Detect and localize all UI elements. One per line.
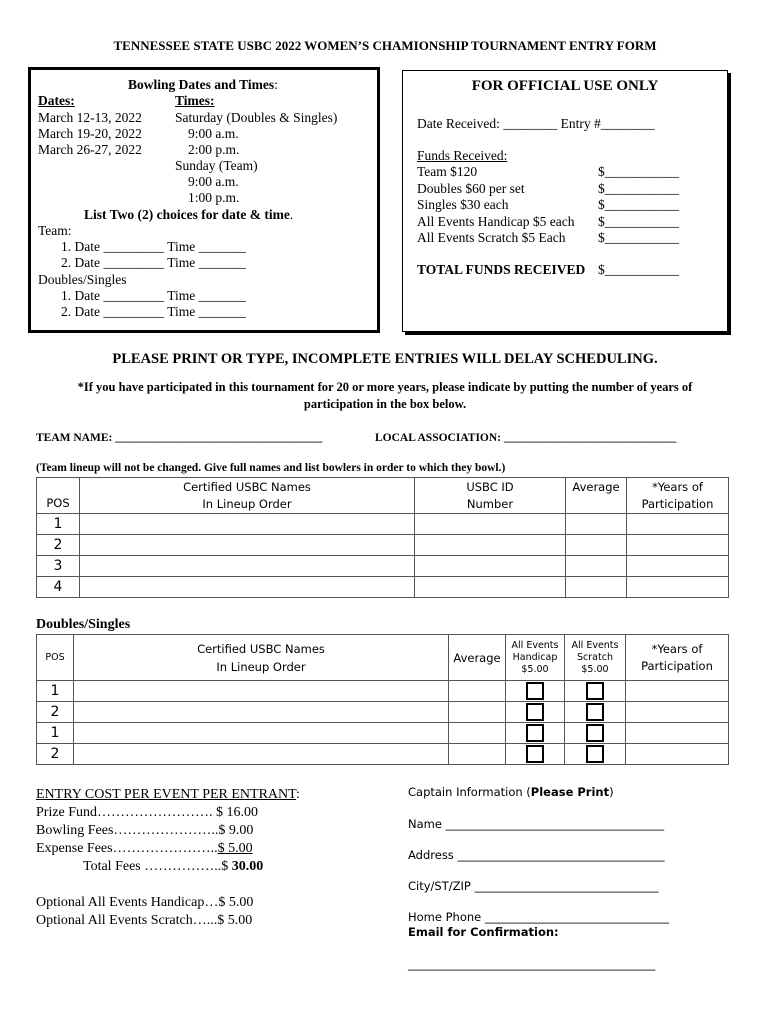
team-years-cell[interactable] [627, 556, 729, 577]
team-name-cell[interactable] [80, 535, 415, 556]
doubles-average-cell[interactable] [449, 702, 506, 723]
official-item-hdcp: All Events Handicap $5 each [417, 214, 575, 229]
team-id-cell[interactable] [415, 556, 566, 577]
lineup-note: (Team lineup will not be changed. Give full names and list bowlers in order to which they bowl.) [36, 462, 506, 474]
entry-cost-section [36, 786, 300, 930]
official-item-doubles: Doubles $60 per set [417, 181, 525, 196]
hdcp-checkbox[interactable] [526, 724, 544, 742]
saturday-time-1: 9:00 a.m. [188, 126, 239, 141]
doubles-lineup-table [36, 634, 729, 765]
years-note-line-2: participation in the box below. [303, 397, 467, 411]
team-pos-3: 3 [37, 556, 80, 577]
doubles-pos-1: 1 [37, 681, 74, 702]
bowling-dates-box [28, 67, 380, 333]
date-received: Date Received: ________ Entry #________ [417, 116, 655, 131]
doubles-pos-4: 2 [37, 744, 74, 765]
team-years-cell[interactable] [627, 514, 729, 535]
optional-scratch-line: Optional All Events Scratch…...$ 5.00 [36, 913, 253, 928]
doubles-pos-header: POS [37, 635, 74, 681]
email-field[interactable]: ___________________________________________ [408, 957, 656, 971]
doubles-name-cell[interactable] [74, 681, 449, 702]
team-name-field[interactable]: TEAM NAME: ____________________________________ [36, 432, 323, 444]
doubles-label: Doubles/Singles [38, 272, 127, 287]
official-item-team: Team $120 [417, 164, 478, 179]
team-name-cell[interactable] [80, 556, 415, 577]
doubles-pos-2: 2 [37, 702, 74, 723]
table-row [37, 681, 729, 702]
doubles-choice-1[interactable]: 1. Date _________ Time _______ [61, 288, 246, 303]
team-average-cell[interactable] [566, 514, 627, 535]
captain-name-field[interactable]: Name ______________________________________ [408, 817, 665, 831]
prize-fund-line: Prize Fund……………………. $ 16.00 [36, 805, 259, 820]
date-2: March 19-20, 2022 [38, 126, 142, 141]
team-label: Team: [38, 223, 72, 238]
choices-instruction: List Two (2) choices for date & time. [84, 207, 294, 222]
scratch-checkbox[interactable] [586, 703, 604, 721]
team-name-cell[interactable] [80, 514, 415, 535]
team-average-cell[interactable] [566, 577, 627, 598]
expense-fees-line: Expense Fees…………………..$ 5.00 [36, 841, 253, 856]
official-use-box [402, 70, 728, 332]
table-row [37, 535, 729, 556]
hdcp-checkbox[interactable] [526, 745, 544, 763]
team-choice-2[interactable]: 2. Date _________ Time _______ [61, 255, 246, 270]
saturday-label: Saturday (Doubles & Singles) [175, 110, 338, 125]
team-average-header: Average [566, 478, 627, 514]
doubles-choice-2[interactable]: 2. Date _________ Time _______ [61, 304, 246, 319]
table-row [37, 577, 729, 598]
official-blank-hdcp: $___________ [598, 214, 679, 229]
entry-cost-heading: ENTRY COST PER EVENT PER ENTRANT: [36, 787, 300, 802]
doubles-years-cell[interactable] [626, 702, 729, 723]
captain-heading: Captain Information (Please Print) [408, 785, 614, 799]
official-blank-team: $___________ [598, 164, 679, 179]
form-title: TENNESSEE STATE USBC 2022 WOMEN’S CHAMIONSHIP TOURNAMENT ENTRY FORM [113, 38, 657, 53]
team-pos-4: 4 [37, 577, 80, 598]
team-average-cell[interactable] [566, 556, 627, 577]
official-item-scratch: All Events Scratch $5 Each [417, 230, 566, 245]
table-row [37, 514, 729, 535]
team-id-cell[interactable] [415, 535, 566, 556]
doubles-heading: Doubles/Singles [36, 617, 131, 632]
total-funds-label: TOTAL FUNDS RECEIVED [417, 262, 586, 277]
table-row [37, 556, 729, 577]
team-id-cell[interactable] [415, 577, 566, 598]
doubles-average-cell[interactable] [449, 744, 506, 765]
local-association-field[interactable]: LOCAL ASSOCIATION: ______________________________ [375, 432, 677, 444]
hdcp-checkbox[interactable] [526, 682, 544, 700]
team-average-cell[interactable] [566, 535, 627, 556]
scratch-checkbox[interactable] [586, 745, 604, 763]
funds-received-label: Funds Received: [417, 148, 508, 163]
doubles-average-cell[interactable] [449, 723, 506, 744]
sunday-label: Sunday (Team) [175, 158, 258, 173]
dates-label: Dates: [38, 93, 75, 108]
captain-city-field[interactable]: City/ST/ZIP ________________________________ [408, 879, 659, 893]
doubles-name-cell[interactable] [74, 723, 449, 744]
table-row [37, 744, 729, 765]
captain-phone-field[interactable]: Home Phone ________________________________ [408, 910, 669, 924]
doubles-average-cell[interactable] [449, 681, 506, 702]
team-pos-header: POS [37, 478, 80, 514]
scratch-checkbox[interactable] [586, 724, 604, 742]
saturday-time-2: 2:00 p.m. [188, 142, 240, 157]
doubles-years-cell[interactable] [626, 723, 729, 744]
official-item-singles: Singles $30 each [417, 197, 509, 212]
bowling-fees-line: Bowling Fees…………………..$ 9.00 [36, 823, 254, 838]
official-heading: FOR OFFICIAL USE ONLY [471, 78, 659, 94]
team-names-header: Certified USBC Names In Lineup Order [80, 478, 415, 514]
doubles-pos-3: 1 [37, 723, 74, 744]
doubles-average-header: Average [449, 635, 506, 681]
times-label: Times: [175, 93, 215, 108]
doubles-name-cell[interactable] [74, 702, 449, 723]
date-1: March 12-13, 2022 [38, 110, 142, 125]
print-notice: PLEASE PRINT OR TYPE, INCOMPLETE ENTRIES WILL DELAY SCHEDULING. [112, 351, 658, 367]
doubles-names-header: Certified USBC Names In Lineup Order [74, 635, 449, 681]
sunday-time-1: 9:00 a.m. [188, 174, 239, 189]
official-blank-doubles: $___________ [598, 181, 679, 196]
team-id-header: USBC ID Number [415, 478, 566, 514]
years-note-line-1: *If you have participated in this tournament for 20 or more years, please indicate by putting the number of years of [77, 380, 693, 394]
doubles-name-cell[interactable] [74, 744, 449, 765]
date-3: March 26-27, 2022 [38, 142, 142, 157]
official-blank-singles: $___________ [598, 197, 679, 212]
hdcp-checkbox[interactable] [526, 703, 544, 721]
scratch-checkbox[interactable] [586, 682, 604, 700]
team-lineup-table [36, 477, 729, 598]
team-years-cell[interactable] [627, 535, 729, 556]
team-years-header: *Years of Participation [627, 478, 729, 514]
table-row [37, 702, 729, 723]
doubles-years-cell[interactable] [626, 681, 729, 702]
optional-handicap-line: Optional All Events Handicap…$ 5.00 [36, 895, 254, 910]
doubles-years-header: *Years of Participation [626, 635, 729, 681]
total-funds-blank: $___________ [598, 262, 679, 277]
sunday-time-2: 1:00 p.m. [188, 190, 240, 205]
dates-box-heading: Bowling Dates and Times: [128, 77, 278, 92]
team-years-cell[interactable] [627, 577, 729, 598]
team-pos-2: 2 [37, 535, 80, 556]
team-name-cell[interactable] [80, 577, 415, 598]
table-row [37, 723, 729, 744]
doubles-hdcp-header: All Events Handicap $5.00 [506, 635, 565, 681]
team-pos-1: 1 [37, 514, 80, 535]
team-id-cell[interactable] [415, 514, 566, 535]
doubles-scratch-header: All Events Scratch $5.00 [565, 635, 626, 681]
official-blank-scratch: $___________ [598, 230, 679, 245]
doubles-years-cell[interactable] [626, 744, 729, 765]
email-label: Email for Confirmation: [408, 925, 559, 939]
captain-address-field[interactable]: Address ____________________________________ [408, 848, 665, 862]
team-choice-1[interactable]: 1. Date _________ Time _______ [61, 239, 246, 254]
total-fees-line: Total Fees ……………..$ 30.00 [83, 859, 264, 874]
